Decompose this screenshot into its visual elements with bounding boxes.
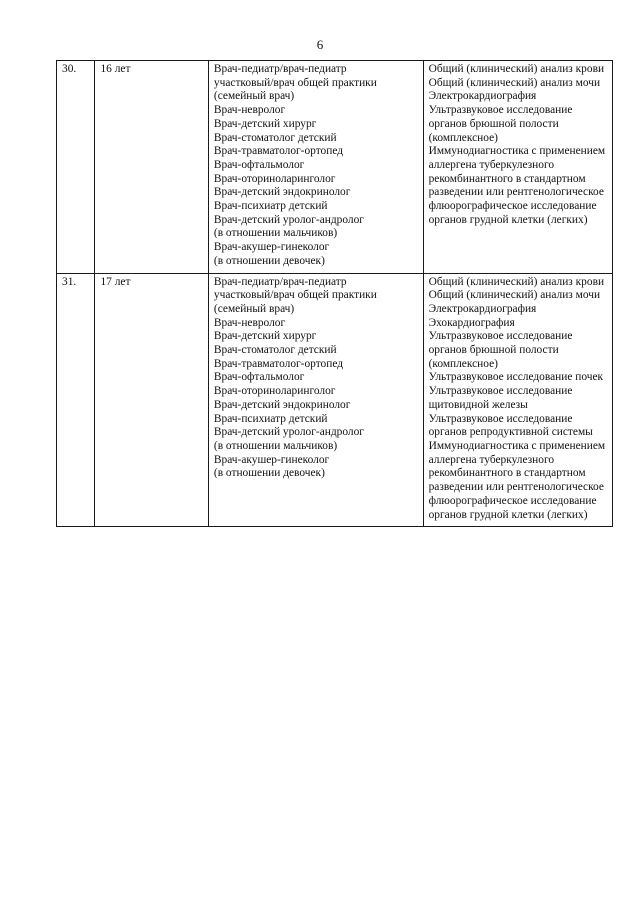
- examination-line: Общий (клинический) анализ мочи: [428, 289, 601, 302]
- specialist-line: (в отношении девочек): [213, 254, 325, 267]
- examination-line: Общий (клинический) анализ крови: [428, 275, 605, 288]
- row-number-cell: [57, 61, 95, 274]
- examination-line: разведении или рентгенологическое: [428, 186, 604, 199]
- examination-line: органов грудной клетки (легких): [428, 213, 588, 226]
- specialist-line: Врач-оториноларинголог: [213, 172, 336, 185]
- examination-table: [56, 60, 613, 527]
- age-label: 17 лет: [100, 275, 131, 288]
- specialist-line: Врач-акушер-гинеколог: [213, 453, 330, 466]
- examination-line: органов брюшной полости: [428, 344, 559, 357]
- age-cell: [95, 61, 208, 274]
- examination-line: Иммунодиагностика с применением: [428, 145, 606, 158]
- examination-line: щитовидной железы: [428, 398, 528, 411]
- specialist-line: (семейный врач): [213, 302, 295, 315]
- specialist-line: Врач-педиатр/врач-педиатр: [213, 275, 347, 288]
- examination-line: Электрокардиография: [428, 90, 537, 103]
- examination-line: органов брюшной полости: [428, 117, 559, 130]
- specialist-line: Врач-офтальмолог: [213, 371, 305, 384]
- examination-line: Электрокардиография: [428, 302, 537, 315]
- table-row: [57, 61, 613, 274]
- examination-line: рекомбинантного в стандартном: [428, 467, 586, 480]
- specialists-cell: [208, 273, 423, 527]
- examination-line: Общий (клинический) анализ мочи: [428, 76, 601, 89]
- specialist-line: участковый/врач общей практики: [213, 289, 377, 302]
- row-number-cell: [57, 273, 95, 527]
- examination-line: Эхокардиография: [428, 316, 515, 329]
- examination-line: аллергена туберкулезного: [428, 158, 555, 171]
- examination-line: Ультразвуковое исследование: [428, 385, 573, 398]
- table-row: [57, 273, 613, 527]
- specialist-line: Врач-офтальмолог: [213, 158, 305, 171]
- specialist-line: Врач-детский уролог-андролог: [213, 213, 364, 226]
- examination-line: Общий (клинический) анализ крови: [428, 63, 605, 75]
- examinations-cell: [423, 273, 612, 527]
- examination-line: флюорографическое исследование: [428, 494, 597, 507]
- specialist-line: Врач-детский уролог-андролог: [213, 426, 364, 439]
- table-body: [57, 61, 613, 527]
- age-cell: [95, 273, 208, 527]
- specialist-line: Врач-психиатр детский: [213, 200, 328, 213]
- specialist-line: Врач-стоматолог детский: [213, 131, 337, 144]
- specialist-line: (в отношении мальчиков): [213, 227, 338, 240]
- specialist-line: Врач-оториноларинголог: [213, 385, 336, 398]
- specialist-line: Врач-педиатр/врач-педиатр: [213, 63, 347, 75]
- specialist-line: Врач-детский эндокринолог: [213, 398, 351, 411]
- specialist-line: Врач-акушер-гинеколог: [213, 241, 330, 254]
- specialist-line: Врач-невролог: [213, 104, 286, 117]
- specialist-line: Врач-психиатр детский: [213, 412, 328, 425]
- specialist-line: (в отношении девочек): [213, 467, 325, 480]
- specialist-line: Врач-травматолог-ортопед: [213, 145, 344, 158]
- row-number: 30.: [62, 63, 77, 75]
- row-number: 31.: [62, 275, 77, 288]
- page-number: 6: [316, 37, 324, 52]
- specialist-line: Врач-невролог: [213, 316, 286, 329]
- examination-line: Ультразвуковое исследование: [428, 330, 573, 343]
- examination-line: (комплексное): [428, 357, 498, 370]
- specialist-line: (в отношении мальчиков): [213, 439, 338, 452]
- specialist-line: Врач-детский хирург: [213, 117, 317, 130]
- examination-line: Ультразвуковое исследование почек: [428, 371, 604, 384]
- age-label: 16 лет: [100, 63, 131, 75]
- specialist-line: (семейный врач): [213, 90, 295, 103]
- specialist-line: Врач-детский хирург: [213, 330, 317, 343]
- specialist-line: участковый/врач общей практики: [213, 76, 377, 89]
- examination-line: (комплексное): [428, 131, 498, 144]
- specialist-line: Врач-стоматолог детский: [213, 344, 337, 357]
- examination-line: рекомбинантного в стандартном: [428, 172, 586, 185]
- specialist-line: Врач-детский эндокринолог: [213, 186, 351, 199]
- specialists-cell: [208, 61, 423, 274]
- specialist-line: Врач-травматолог-ортопед: [213, 357, 344, 370]
- examinations-cell: [423, 61, 612, 274]
- examination-line: Ультразвуковое исследование: [428, 412, 573, 425]
- examination-line: Ультразвуковое исследование: [428, 104, 573, 117]
- examination-line: органов грудной клетки (легких): [428, 508, 588, 521]
- examination-line: органов репродуктивной системы: [428, 426, 593, 439]
- examination-line: аллергена туберкулезного: [428, 453, 555, 466]
- examination-line: флюорографическое исследование: [428, 200, 597, 213]
- examination-line: разведении или рентгенологическое: [428, 481, 604, 494]
- examination-line: Иммунодиагностика с применением: [428, 439, 606, 452]
